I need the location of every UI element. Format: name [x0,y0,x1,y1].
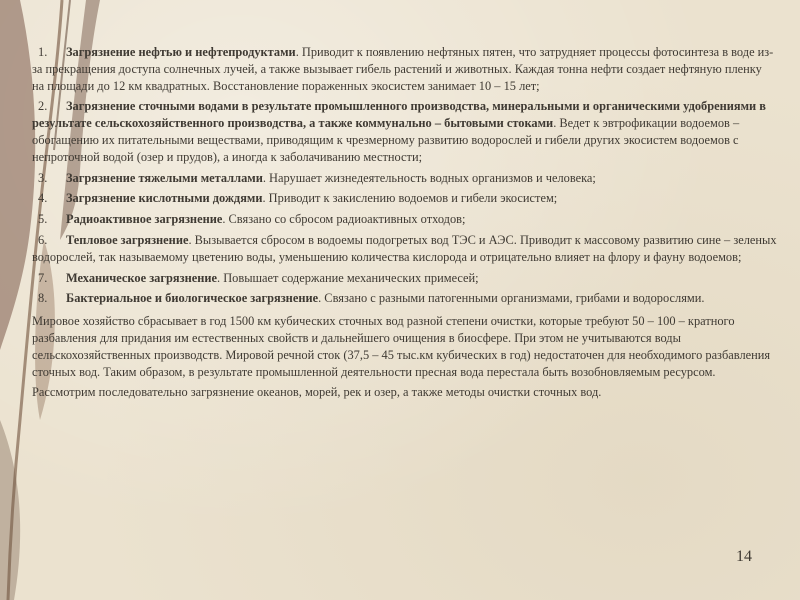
item-heading: Тепловое загрязнение [66,232,189,247]
list-item [32,270,777,287]
paragraph-consider-next: Рассмотрим последовательно загрязнение океанов, морей, рек и озер, а также методы очистки сточных вод. [32,385,602,400]
item-heading: Радиоактивное загрязнение [66,212,223,227]
list-item [32,232,777,266]
item-number: 3. [38,170,48,185]
item-text: . Вызывается сбросом в водоемы подогретых вод ТЭС и АЭС. Приводит к массовому развитию сине – зеленых водорослей, так называемому цветению воды, уменьшению количества кислорода и отрицательно влияет на флору и фауну водоемов; [32,232,777,264]
paragraph-world-wastewater: Мировое хозяйство сбрасывает в год 1500 км кубических сточных вод разной степени очистки, которые требуют 50 – 100 – кратного разбавления для придания им естественных свойств и дальнейшего очищения в биосфере. При этом не учитываются воды сельскохозяйственных производств. Мировой речной сток (37,5 – 45 тыс.км кубических в год) недостаточен для необходимого разбавления сточных вод. Таким образом, в результате промышленной деятельности пресная вода перестала быть возобновляемым ресурсом. [32,314,771,379]
item-text: . Связано со сбросом радиоактивных отходов; [222,212,466,227]
item-text: . Приводит к закислению водоемов и гибели экосистем; [262,191,558,206]
item-heading: Механическое загрязнение [66,270,217,285]
list-item [32,211,777,228]
item-number: 5. [38,212,48,227]
item-heading: Загрязнение тяжелыми металлами [66,170,263,185]
list-item [32,44,777,94]
item-text: . Приводит к появлению нефтяных пятен, что затрудняет процессы фотосинтеза в воде из-за прекращения доступа солнечных лучей, а также вызывает гибель растений и животных. Каждая тонна нефти создает нефтяную пленку на площади до 12 км квадратных. Восстановление пораженных экосистем занимает 10 – 15 лет; [32,45,774,93]
item-heading: Бактериальное и биологическое загрязнение [66,291,319,306]
item-number: 2. [38,99,48,114]
list-item [32,170,777,187]
page-number: 14 [736,548,752,565]
list-item [32,190,777,207]
slide-content [32,44,777,401]
item-text: . Нарушает жизнедеятельность водных организмов и человека; [262,170,596,185]
item-number: 8. [38,291,48,306]
list-item [32,98,777,165]
item-number: 6. [38,232,48,247]
item-text: . Связано с разными патогенными организмами, грибами и водорослями. [318,291,705,306]
item-number: 7. [38,270,48,285]
item-heading: Загрязнение сточными водами в результате промышленного производства, минеральными и органическими удобрениями в результате сельскохозяйственного производства, а также коммунально – бытовыми стоками [32,99,766,131]
item-heading: Загрязнение кислотными дождями [66,191,263,206]
list-item [32,290,777,307]
item-text: . Повышает содержание механических примесей; [217,270,479,285]
item-number: 4. [38,191,48,206]
item-number: 1. [38,45,48,59]
item-heading: Загрязнение нефтью и нефтепродуктами [66,45,296,59]
item-text: . Ведет к эвтрофикации водоемов – обогащению их питательными веществами, приводящим к чрезмерному развитию водорослей и гибели других экосистем водоемов с непроточной водой (озер и прудов), а иногда к заболачиванию местности; [32,116,740,164]
